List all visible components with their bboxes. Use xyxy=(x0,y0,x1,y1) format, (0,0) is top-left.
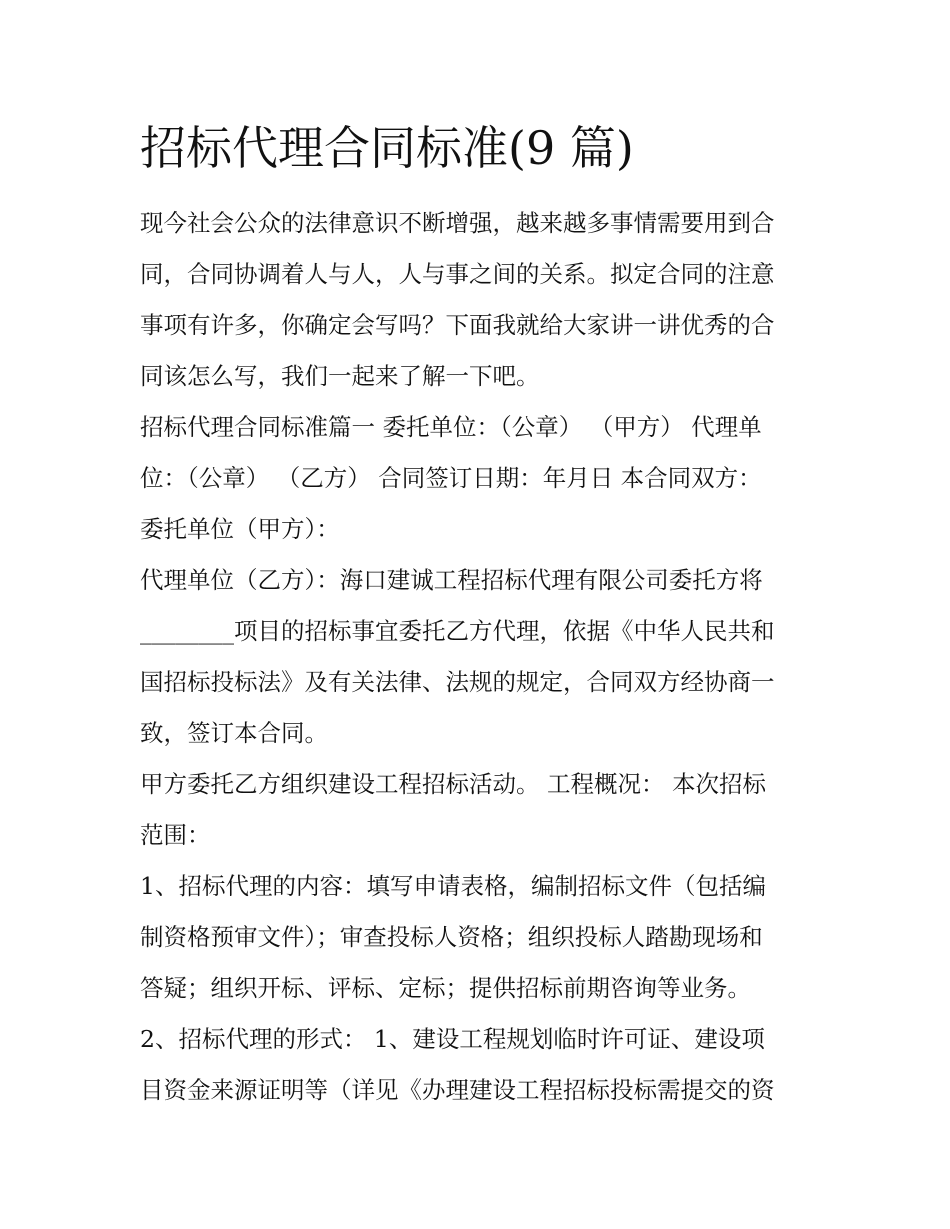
document-title: 招标代理合同标准(9 篇) xyxy=(140,121,634,175)
body-line: 招标代理合同标准篇一 委托单位：（公章） （甲方） 代理单 xyxy=(140,413,762,441)
body-line: 同，合同协调着人与人，人与事之间的关系。拟定合同的注意 xyxy=(140,260,775,288)
body-line: 国招标投标法》及有关法律、法规的规定，合同双方经协商一 xyxy=(140,668,775,696)
document-body xyxy=(140,198,812,1116)
body-line: 1、招标代理的内容：填写申请表格，编制招标文件（包括编 xyxy=(140,872,766,900)
body-line: 答疑；组织开标、评标、定标；提供招标前期咨询等业务。 xyxy=(140,974,751,1002)
body-line: 委托单位（甲方）： xyxy=(140,515,340,543)
body-line: 现今社会公众的法律意识不断增强，越来越多事情需要用到合 xyxy=(140,209,775,237)
body-line: 同该怎么写，我们一起来了解一下吧。 xyxy=(140,362,540,390)
body-line: 致，签订本合同。 xyxy=(140,719,328,747)
body-line: 事项有许多，你确定会写吗？下面我就给大家讲一讲优秀的合 xyxy=(140,311,775,339)
body-line: 代理单位（乙方）：海口建诚工程招标代理有限公司委托方将 xyxy=(140,566,763,594)
body-line: 制资格预审文件）；审查投标人资格；组织投标人踏勘现场和 xyxy=(140,923,763,951)
body-line: 甲方委托乙方组织建设工程招标活动。 工程概况： 本次招标 xyxy=(140,770,766,798)
body-line: 目资金来源证明等（详见《办理建设工程招标投标需提交的资 xyxy=(140,1076,775,1104)
body-line: 2、招标代理的形式： 1、建设工程规划临时许可证、建设项 xyxy=(140,1025,765,1053)
body-line: ________项目的招标事宜委托乙方代理，依据《中华人民共和 xyxy=(140,617,775,645)
body-line: 范围： xyxy=(140,821,211,849)
body-line: 位：（公章） （乙方） 合同签订日期：年月日 本合同双方： xyxy=(140,464,762,492)
